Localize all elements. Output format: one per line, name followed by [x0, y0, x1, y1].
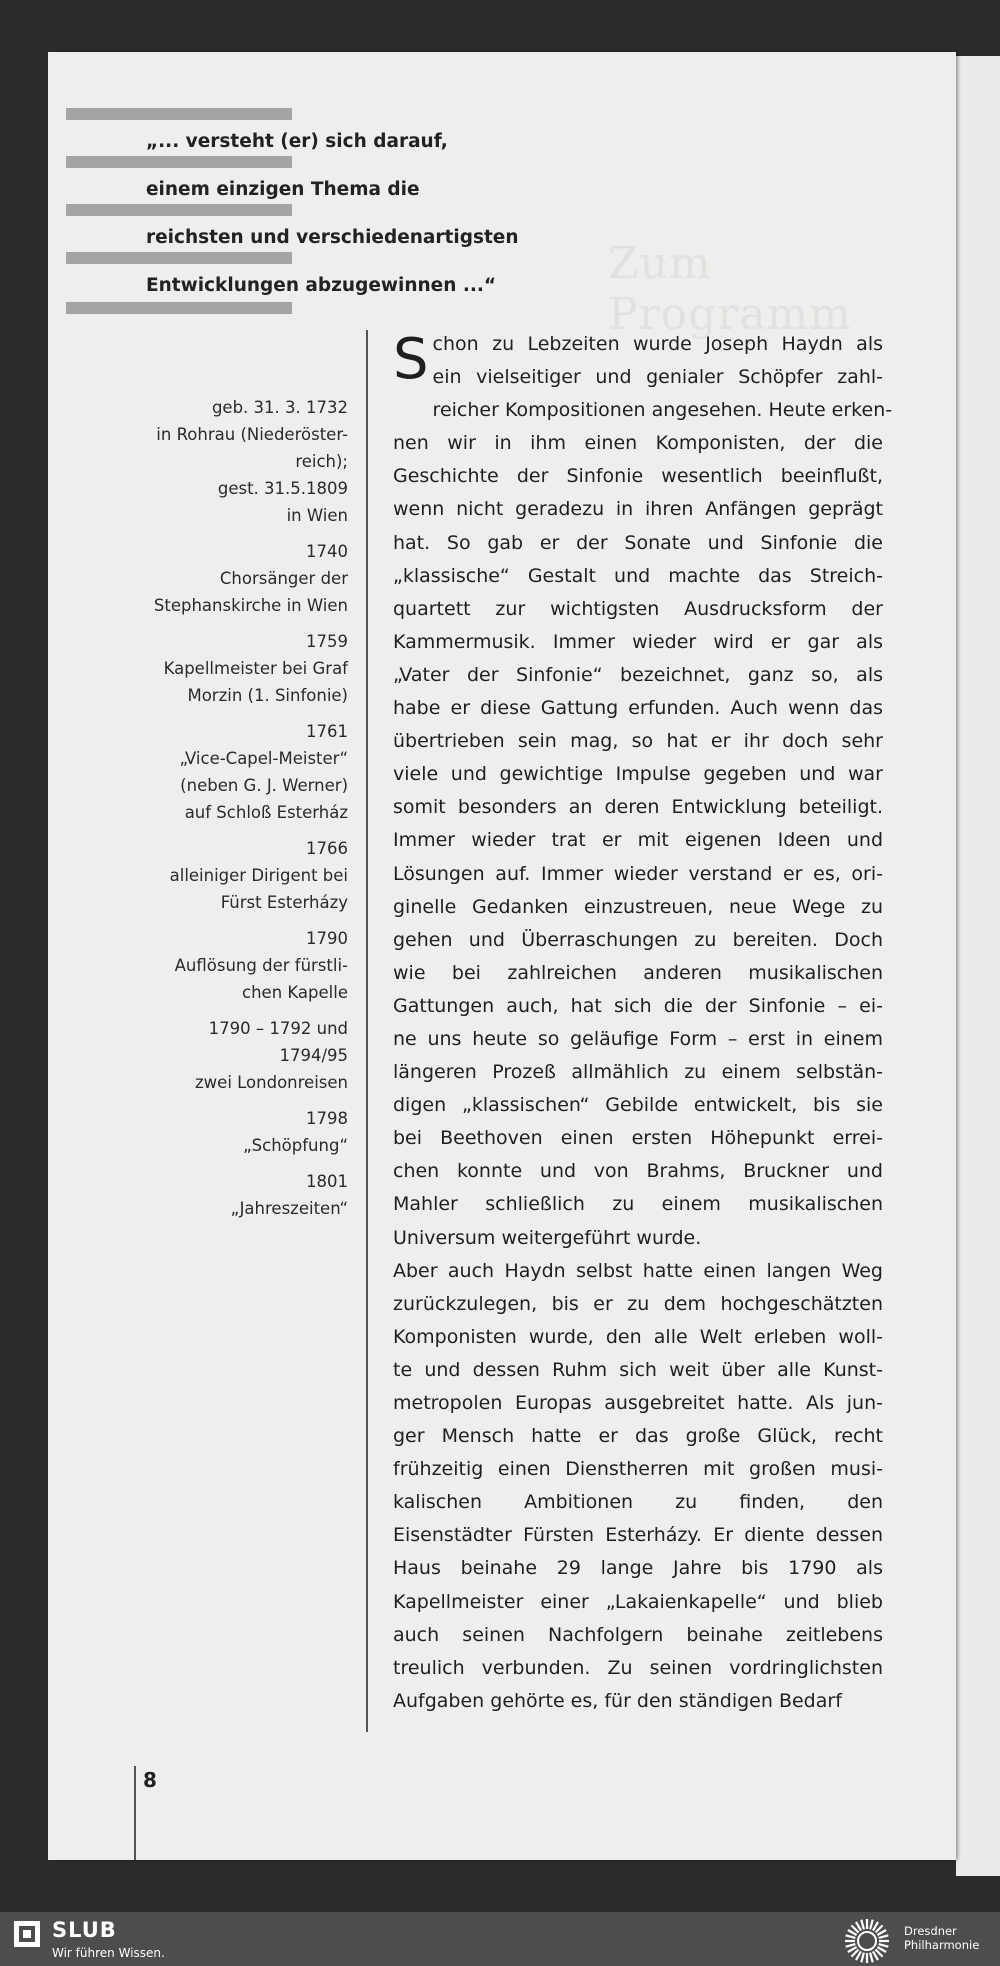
body-line: wenn nicht geradezu in ihren Anfängen geprägt	[393, 498, 883, 521]
body-line: bei Beethoven einen ersten Höhepunkt errei-	[393, 1127, 883, 1150]
timeline-line: geb. 31. 3. 1732	[211, 398, 348, 417]
timeline-line: Chorsänger der	[219, 569, 348, 588]
body-line: Mahler schließlich zu einem musikalischen	[393, 1193, 883, 1216]
body-line: Eisenstädter Fürsten Esterházy. Er diente dessen	[393, 1524, 883, 1547]
body-line: metropolen Europas ausgebreitet hatte. Als jun-	[393, 1392, 883, 1414]
timeline-line: chen Kapelle	[242, 983, 348, 1002]
body-line: habe er diese Gattung erfunden. Auch wenn das	[393, 697, 883, 720]
page-number: 8	[143, 1768, 157, 1792]
timeline-entry	[130, 1015, 348, 1096]
body-line: ein vielseitiger und genialer Schöpfer zahl-	[432, 366, 883, 389]
timeline-line: 1766	[306, 839, 348, 858]
timeline-line: 1801	[306, 1172, 348, 1191]
body-line: kalischen Ambitionen zu finden, den	[393, 1491, 883, 1514]
body-line: te und dessen Ruhm sich weit über alle Kunst-	[393, 1358, 883, 1381]
body-line: „Vater der Sinfonie“ bezeichnet, ganz so, als	[393, 663, 883, 686]
body-line: chon zu Lebzeiten wurde Joseph Haydn als	[432, 333, 883, 355]
body-line: auch seinen Nachfolgern beinahe zeitlebens	[393, 1623, 883, 1646]
timeline-line: reich);	[295, 452, 348, 471]
body-line: „klassische“ Gestalt und machte das Streich-	[393, 564, 883, 587]
body-line: frühzeitig einen Dienstherren mit großen musi-	[393, 1458, 883, 1481]
body-line: hat. So gab er der Sonate und Sinfonie die	[393, 531, 883, 554]
timeline-line: 1740	[306, 542, 348, 561]
partner-name-line: Dresdner	[904, 1924, 957, 1938]
drop-cap: S	[393, 327, 429, 392]
quote-line: einem einzigen Thema die	[146, 179, 420, 200]
timeline-entry	[130, 925, 348, 1006]
body-line: Lösungen auf. Immer wieder verstand er es, ori-	[393, 862, 883, 885]
body-line: Aufgaben gehörte es, für den ständigen Bedarf	[393, 1689, 842, 1712]
timeline-line: Stephanskirche in Wien	[153, 596, 348, 615]
body-line: zurückzulegen, bis er zu dem hochgeschätzten	[393, 1292, 883, 1315]
timeline-line: gest. 31.5.1809	[217, 479, 348, 498]
timeline-line: alleiniger Dirigent bei	[169, 866, 348, 885]
body-line: Gattungen auch, hat sich die der Sinfonie – ei-	[393, 994, 883, 1017]
body-line: viele und gewichtige Impulse gegeben und war	[393, 763, 883, 786]
body-line: treulich verbunden. Zu seinen vordringlichsten	[393, 1656, 883, 1679]
body-line: gehen und Überraschungen zu bereiten. Doch	[393, 928, 883, 951]
body-line: Kapellmeister einer „Lakaienkapelle“ und blieb	[393, 1590, 883, 1613]
partner-name	[904, 1924, 979, 1952]
library-tagline: Wir führen Wissen.	[52, 1946, 165, 1960]
body-line: ger Mensch hatte er das große Glück, recht	[393, 1425, 883, 1448]
timeline-line: „Schöpfung“	[243, 1136, 348, 1155]
timeline-entry	[130, 835, 348, 916]
page-number-rule	[134, 1766, 136, 1860]
body-line: übertrieben sein mag, so hat er ihr doch sehr	[393, 730, 883, 753]
timeline-line: 1794/95	[279, 1046, 348, 1065]
timeline-line: (neben G. J. Werner)	[180, 776, 348, 795]
body-line: Universum weitergeführt wurde.	[393, 1226, 702, 1249]
body-line: Haus beinahe 29 lange Jahre bis 1790 als	[393, 1557, 883, 1580]
timeline-line: 1761	[306, 722, 348, 741]
timeline-entry	[130, 394, 348, 529]
quote-line: Entwicklungen abzugewinnen ...“	[146, 275, 497, 296]
body-line: ginelle Gedanken einzustreuen, neue Wege zu	[393, 895, 883, 918]
timeline-line: Auflösung der fürstli-	[174, 956, 348, 975]
quote-line: „... versteht (er) sich darauf,	[146, 131, 448, 152]
quote-line: reichsten und verschiedenartigsten	[146, 227, 519, 248]
body-line: nen wir in ihm einen Komponisten, der die	[393, 432, 883, 455]
body-line: Aber auch Haydn selbst hatte einen langen Weg	[393, 1259, 883, 1282]
timeline-line: 1790	[306, 929, 348, 948]
timeline-line: 1790 – 1792 und	[208, 1019, 348, 1038]
slub-logo-icon	[14, 1921, 40, 1947]
body-line: Immer wieder trat er mit eigenen Ideen und	[393, 829, 883, 852]
timeline-entry	[130, 538, 348, 619]
body-line: Kammermusik. Immer wieder wird er gar als	[393, 630, 883, 653]
timeline-line: „Vice-Capel-Meister“	[179, 749, 348, 768]
column-divider	[366, 330, 368, 1732]
timeline-line: in Rohrau (Niederöster-	[156, 425, 348, 444]
library-name: SLUB	[52, 1918, 117, 1942]
adjacent-page-edge	[956, 56, 1000, 1876]
timeline-line: „Jahreszeiten“	[230, 1199, 348, 1218]
timeline-entry	[130, 628, 348, 709]
body-line: digen „klassischen“ Gebilde entwickelt, bis sie	[393, 1094, 883, 1117]
timeline-entry	[130, 718, 348, 826]
pull-quote	[146, 122, 566, 314]
bleed-through-heading: Zum Programm	[608, 238, 853, 340]
body-line: quartett zur wichtigsten Ausdrucksform der	[393, 597, 883, 620]
biography-timeline	[130, 394, 348, 1231]
body-line: somit besonders an deren Entwicklung beteiligt.	[393, 796, 883, 819]
body-line: chen konnte und von Brahms, Bruckner und	[393, 1160, 883, 1183]
timeline-line: Morzin (1. Sinfonie)	[187, 686, 348, 705]
timeline-line: in Wien	[286, 506, 348, 525]
timeline-line: Kapellmeister bei Graf	[163, 659, 348, 678]
article-body	[393, 327, 893, 1718]
timeline-line: Fürst Esterházy	[220, 893, 348, 912]
body-line: wie bei zahlreichen anderen musikalischen	[393, 961, 883, 984]
body-line: Komponisten wurde, den alle Welt erleben woll-	[393, 1325, 883, 1348]
timeline-entry	[130, 1105, 348, 1159]
body-line: ne uns heute so geläufige Form – erst in einem	[393, 1027, 883, 1050]
timeline-line: auf Schloß Esterház	[184, 803, 348, 822]
timeline-line: zwei Londonreisen	[195, 1073, 348, 1092]
body-line: Geschichte der Sinfonie wesentlich beeinflußt,	[393, 465, 883, 488]
body-line: längeren Prozeß allmählich zu einem selbstän-	[393, 1061, 883, 1084]
timeline-line: 1798	[306, 1109, 348, 1128]
timeline-entry	[130, 1168, 348, 1222]
timeline-line: 1759	[306, 632, 348, 651]
philharmonie-logo-icon	[842, 1916, 892, 1966]
partner-name-line: Philharmonie	[904, 1938, 980, 1952]
quote-bar	[66, 108, 292, 120]
body-line: reicher Kompositionen angesehen. Heute erken-	[432, 399, 893, 422]
